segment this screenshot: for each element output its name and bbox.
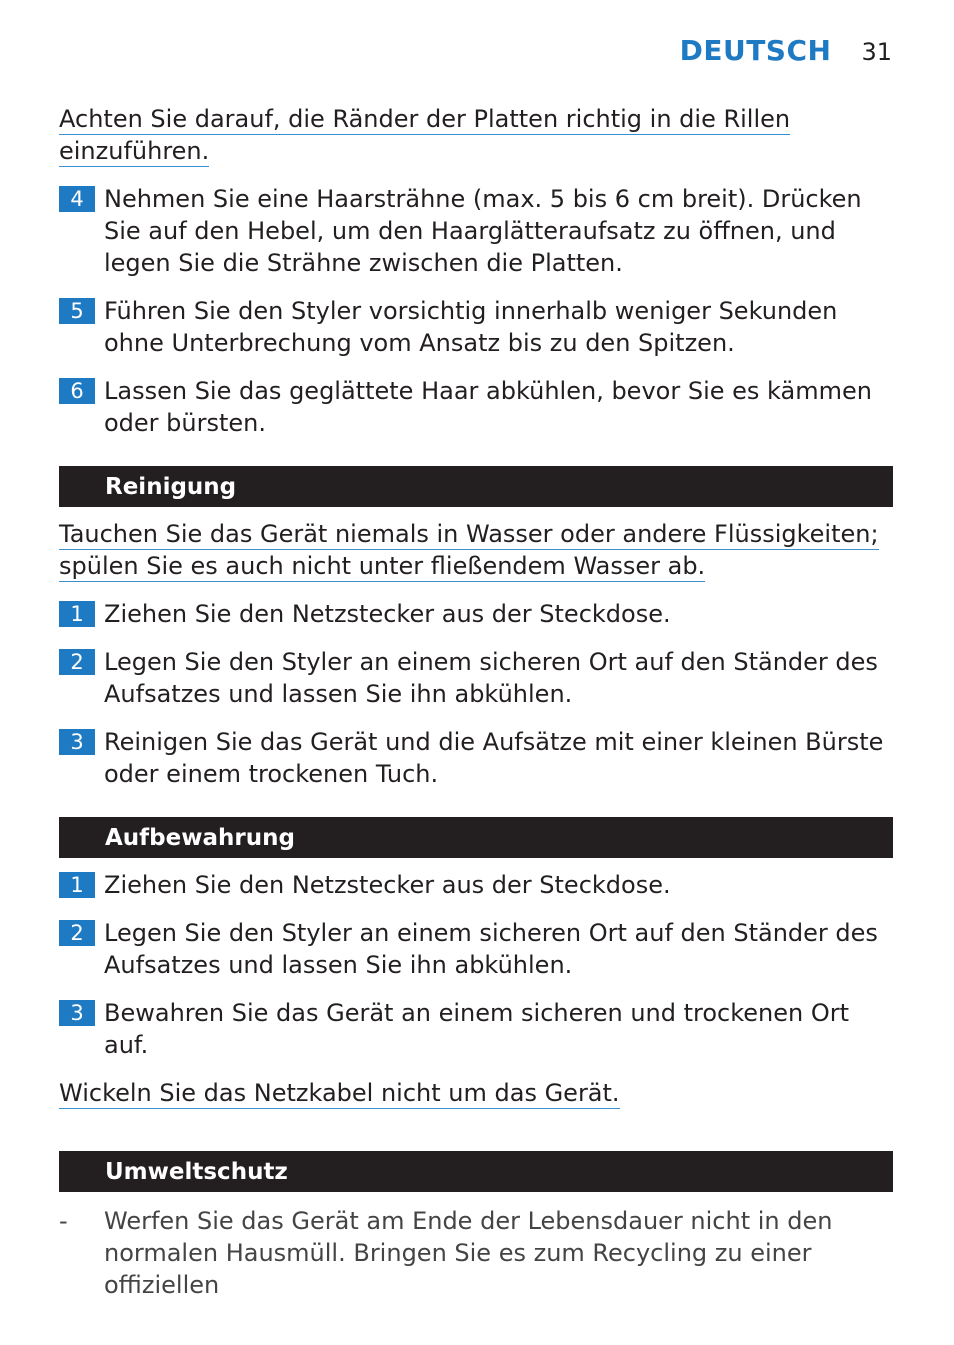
step-number: 6 bbox=[59, 378, 95, 404]
cleaning-warning-line-2: spülen Sie es auch nicht unter fließendem Wasser ab. bbox=[59, 552, 706, 580]
storage-note bbox=[59, 1077, 893, 1109]
cleaning-warning bbox=[59, 518, 893, 582]
language-label: DEUTSCH bbox=[679, 34, 832, 67]
section-header-environment: Umweltschutz bbox=[59, 1151, 893, 1192]
step-text: Ziehen Sie den Netzstecker aus der Steckdose. bbox=[104, 871, 671, 899]
step-text: Lassen Sie das geglättete Haar abkühlen, bevor Sie es kämmen oder bürsten. bbox=[104, 377, 872, 437]
list-item bbox=[59, 1205, 893, 1301]
step-item bbox=[59, 869, 893, 901]
section-header-cleaning: Reinigung bbox=[59, 466, 893, 507]
step-text: Bewahren Sie das Gerät an einem sicheren und trockenen Ort auf. bbox=[104, 999, 850, 1059]
intro-note-line-1: Achten Sie darauf, die Ränder der Platten richtig in die Rillen bbox=[59, 105, 791, 133]
step-text: Nehmen Sie eine Haarsträhne (max. 5 bis 6 cm breit). Drücken Sie auf den Hebel, um den Haarglätteraufsatz zu öffnen, und legen Sie die Strähne zwischen die Platten. bbox=[104, 185, 862, 277]
step-text: Legen Sie den Styler an einem sicheren Ort auf den Ständer des Aufsatzes und lassen Sie ihn abkühlen. bbox=[104, 648, 878, 708]
cleaning-warning-line-1: Tauchen Sie das Gerät niemals in Wasser oder andere Flüssigkeiten; bbox=[59, 520, 879, 548]
step-item bbox=[59, 375, 893, 439]
intro-note-line-2: einzuführen. bbox=[59, 137, 210, 165]
intro-note bbox=[59, 103, 893, 167]
page-header bbox=[680, 34, 892, 67]
step-number: 3 bbox=[59, 729, 95, 755]
page-number: 31 bbox=[861, 38, 892, 66]
bullet-dash: - bbox=[59, 1207, 68, 1235]
step-item bbox=[59, 598, 893, 630]
step-item bbox=[59, 997, 893, 1061]
step-item bbox=[59, 917, 893, 981]
step-item bbox=[59, 295, 893, 359]
step-item bbox=[59, 646, 893, 710]
step-text: Ziehen Sie den Netzstecker aus der Steckdose. bbox=[104, 600, 671, 628]
step-number: 1 bbox=[59, 872, 95, 898]
bullet-text: Werfen Sie das Gerät am Ende der Lebensdauer nicht in den normalen Hausmüll. Bringen Sie es zum Recycling zu einer offiziellen bbox=[104, 1207, 833, 1299]
storage-note-text: Wickeln Sie das Netzkabel nicht um das Gerät. bbox=[59, 1079, 620, 1107]
section-header-storage: Aufbewahrung bbox=[59, 817, 893, 858]
step-number: 3 bbox=[59, 1000, 95, 1026]
step-text: Führen Sie den Styler vorsichtig innerhalb weniger Sekunden ohne Unterbrechung vom Ansatz bis zu den Spitzen. bbox=[104, 297, 838, 357]
step-item bbox=[59, 726, 893, 790]
step-text: Legen Sie den Styler an einem sicheren Ort auf den Ständer des Aufsatzes und lassen Sie ihn abkühlen. bbox=[104, 919, 878, 979]
step-item bbox=[59, 183, 893, 279]
step-number: 5 bbox=[59, 298, 95, 324]
step-text: Reinigen Sie das Gerät und die Aufsätze mit einer kleinen Bürste oder einem trockenen Tuch. bbox=[104, 728, 884, 788]
page-content bbox=[59, 103, 893, 1301]
step-number: 1 bbox=[59, 601, 95, 627]
step-number: 2 bbox=[59, 920, 95, 946]
step-number: 2 bbox=[59, 649, 95, 675]
step-number: 4 bbox=[59, 186, 95, 212]
